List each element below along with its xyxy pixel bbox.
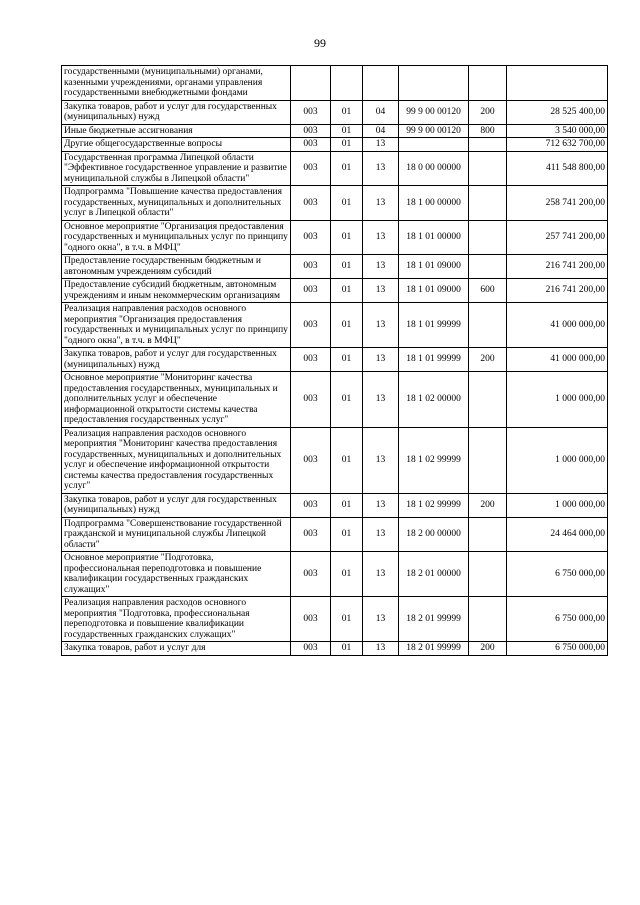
cell-ministry: 003: [291, 348, 331, 372]
cell-ministry: [291, 66, 331, 101]
cell-subsection: 13: [363, 138, 399, 152]
cell-ministry: 003: [291, 493, 331, 517]
table-row: [62, 303, 608, 348]
cell-sum: 216 741 200,00: [507, 255, 608, 279]
table-row: [62, 255, 608, 279]
cell-subsection: 13: [363, 151, 399, 186]
cell-name: Реализация направления расходов основного мероприятия "Подготовка, профессиональная переподготовка и повышение квалификации государственных гражданских служащих": [62, 597, 291, 642]
cell-target-article: 18 1 01 00000: [399, 220, 469, 255]
cell-ministry: 003: [291, 303, 331, 348]
cell-ministry: 003: [291, 124, 331, 138]
cell-subsection: 13: [363, 517, 399, 552]
table-row: [62, 642, 608, 656]
cell-ministry: 003: [291, 279, 331, 303]
cell-name: Подпрограмма "Повышение качества предоставления государственных, муниципальных и дополнительных услуг в Липецкой области": [62, 186, 291, 221]
cell-name: Основное мероприятие "Организация предоставления государственных и муниципальных услуг по принципу "одного окна", в т.ч. в МФЦ": [62, 220, 291, 255]
budget-table: [61, 65, 608, 656]
cell-expense-type: [469, 186, 507, 221]
table-row: [62, 493, 608, 517]
cell-subsection: 13: [363, 642, 399, 656]
cell-sum: 216 741 200,00: [507, 279, 608, 303]
cell-sum: 6 750 000,00: [507, 552, 608, 597]
cell-expense-type: [469, 220, 507, 255]
cell-name: Закупка товаров, работ и услуг для государственных (муниципальных) нужд: [62, 493, 291, 517]
cell-name: Закупка товаров, работ и услуг для государственных (муниципальных) нужд: [62, 348, 291, 372]
cell-sum: 1 000 000,00: [507, 493, 608, 517]
cell-ministry: 003: [291, 552, 331, 597]
table-row: [62, 151, 608, 186]
cell-expense-type: 200: [469, 493, 507, 517]
cell-ministry: 003: [291, 372, 331, 428]
cell-target-article: 18 1 02 99999: [399, 427, 469, 493]
cell-target-article: 99 9 00 00120: [399, 100, 469, 124]
table-row: [62, 597, 608, 642]
table-row: [62, 220, 608, 255]
cell-name: Основное мероприятие "Подготовка, профессиональная переподготовка и повышение квалификации государственных гражданских служащих": [62, 552, 291, 597]
cell-section: 01: [331, 642, 363, 656]
cell-ministry: 003: [291, 151, 331, 186]
cell-target-article: 18 2 01 00000: [399, 552, 469, 597]
cell-expense-type: 800: [469, 124, 507, 138]
table-row: [62, 427, 608, 493]
cell-name: Реализация направления расходов основного мероприятия "Организация предоставления государственных и муниципальных услуг по принципу "одного окна", в т.ч. в МФЦ": [62, 303, 291, 348]
cell-expense-type: [469, 552, 507, 597]
cell-expense-type: [469, 151, 507, 186]
cell-sum: 41 000 000,00: [507, 303, 608, 348]
table-row: [62, 372, 608, 428]
cell-expense-type: [469, 66, 507, 101]
cell-subsection: 13: [363, 348, 399, 372]
cell-expense-type: 200: [469, 100, 507, 124]
cell-ministry: 003: [291, 186, 331, 221]
table-row: [62, 186, 608, 221]
cell-ministry: 003: [291, 255, 331, 279]
cell-sum: 3 540 000,00: [507, 124, 608, 138]
cell-ministry: 003: [291, 138, 331, 152]
cell-sum: 24 464 000,00: [507, 517, 608, 552]
cell-target-article: 18 0 00 00000: [399, 151, 469, 186]
cell-expense-type: [469, 138, 507, 152]
cell-ministry: 003: [291, 642, 331, 656]
cell-target-article: 18 1 01 09000: [399, 255, 469, 279]
table-row: [62, 552, 608, 597]
cell-target-article: 18 2 01 99999: [399, 642, 469, 656]
cell-section: [331, 66, 363, 101]
cell-sum: 411 548 800,00: [507, 151, 608, 186]
cell-target-article: [399, 66, 469, 101]
cell-sum: 1 000 000,00: [507, 372, 608, 428]
cell-section: 01: [331, 124, 363, 138]
cell-name: Закупка товаров, работ и услуг для государственных (муниципальных) нужд: [62, 100, 291, 124]
cell-section: 01: [331, 186, 363, 221]
cell-name: Иные бюджетные ассигнования: [62, 124, 291, 138]
cell-ministry: 003: [291, 517, 331, 552]
cell-subsection: 13: [363, 255, 399, 279]
page-number: 99: [314, 36, 326, 50]
cell-sum: 6 750 000,00: [507, 642, 608, 656]
cell-expense-type: [469, 517, 507, 552]
cell-sum: 6 750 000,00: [507, 597, 608, 642]
table-row: [62, 138, 608, 152]
cell-subsection: 13: [363, 552, 399, 597]
cell-section: 01: [331, 138, 363, 152]
cell-name: Предоставление субсидий бюджетным, автономным учреждениям и иным некоммерческим организациям: [62, 279, 291, 303]
cell-subsection: 13: [363, 186, 399, 221]
cell-target-article: 18 1 01 09000: [399, 279, 469, 303]
cell-section: 01: [331, 517, 363, 552]
cell-section: 01: [331, 372, 363, 428]
cell-subsection: [363, 66, 399, 101]
cell-target-article: 18 1 02 99999: [399, 493, 469, 517]
cell-section: 01: [331, 220, 363, 255]
cell-section: 01: [331, 493, 363, 517]
cell-name: Реализация направления расходов основного мероприятия "Мониторинг качества предоставления государственных, муниципальных и дополнительных услуг и обеспечение информационной открытости системы качества предоставления государственных услуг": [62, 427, 291, 493]
cell-name: Основное мероприятие "Мониторинг качества предоставления государственных, муниципальных и дополнительных услуг и обеспечение информационной открытости системы качества предоставления государственных услуг": [62, 372, 291, 428]
cell-target-article: 18 1 02 00000: [399, 372, 469, 428]
cell-subsection: 13: [363, 427, 399, 493]
cell-name: государственными (муниципальными) органами, казенными учреждениями, органами управления государственными внебюджетными фондами: [62, 66, 291, 101]
cell-subsection: 13: [363, 493, 399, 517]
cell-expense-type: [469, 303, 507, 348]
cell-target-article: 18 2 01 99999: [399, 597, 469, 642]
cell-name: Предоставление государственным бюджетным и автономным учреждениям субсидий: [62, 255, 291, 279]
cell-section: 01: [331, 151, 363, 186]
cell-expense-type: 200: [469, 642, 507, 656]
cell-section: 01: [331, 255, 363, 279]
cell-ministry: 003: [291, 100, 331, 124]
table-row: [62, 517, 608, 552]
cell-section: 01: [331, 279, 363, 303]
cell-sum: 258 741 200,00: [507, 186, 608, 221]
cell-section: 01: [331, 427, 363, 493]
cell-target-article: 99 9 00 00120: [399, 124, 469, 138]
cell-sum: 28 525 400,00: [507, 100, 608, 124]
cell-subsection: 13: [363, 220, 399, 255]
cell-section: 01: [331, 552, 363, 597]
cell-subsection: 13: [363, 279, 399, 303]
cell-section: 01: [331, 303, 363, 348]
cell-target-article: 18 1 00 00000: [399, 186, 469, 221]
cell-expense-type: 600: [469, 279, 507, 303]
table-row: [62, 100, 608, 124]
cell-subsection: 13: [363, 372, 399, 428]
table-row: [62, 348, 608, 372]
cell-sum: 712 632 700,00: [507, 138, 608, 152]
cell-section: 01: [331, 597, 363, 642]
cell-sum: 1 000 000,00: [507, 427, 608, 493]
cell-subsection: 04: [363, 100, 399, 124]
cell-expense-type: [469, 597, 507, 642]
cell-target-article: 18 2 00 00000: [399, 517, 469, 552]
cell-name: Другие общегосударственные вопросы: [62, 138, 291, 152]
cell-expense-type: 200: [469, 348, 507, 372]
cell-name: Закупка товаров, работ и услуг для: [62, 642, 291, 656]
cell-sum: 41 000 000,00: [507, 348, 608, 372]
table-row: [62, 66, 608, 101]
cell-subsection: 13: [363, 597, 399, 642]
cell-expense-type: [469, 427, 507, 493]
cell-subsection: 04: [363, 124, 399, 138]
cell-expense-type: [469, 255, 507, 279]
cell-ministry: 003: [291, 427, 331, 493]
cell-ministry: 003: [291, 220, 331, 255]
cell-subsection: 13: [363, 303, 399, 348]
cell-section: 01: [331, 348, 363, 372]
cell-name: Государственная программа Липецкой области "Эффективное государственное управление и развитие муниципальной службы в Липецкой области": [62, 151, 291, 186]
table-row: [62, 279, 608, 303]
cell-ministry: 003: [291, 597, 331, 642]
table-row: [62, 124, 608, 138]
cell-target-article: 18 1 01 99999: [399, 348, 469, 372]
cell-sum: 257 741 200,00: [507, 220, 608, 255]
table-body: [62, 66, 608, 656]
cell-target-article: 18 1 01 99999: [399, 303, 469, 348]
cell-name: Подпрограмма "Совершенствование государственной гражданской и муниципальной службы Липецкой области": [62, 517, 291, 552]
cell-expense-type: [469, 372, 507, 428]
cell-target-article: [399, 138, 469, 152]
cell-section: 01: [331, 100, 363, 124]
cell-sum: [507, 66, 608, 101]
